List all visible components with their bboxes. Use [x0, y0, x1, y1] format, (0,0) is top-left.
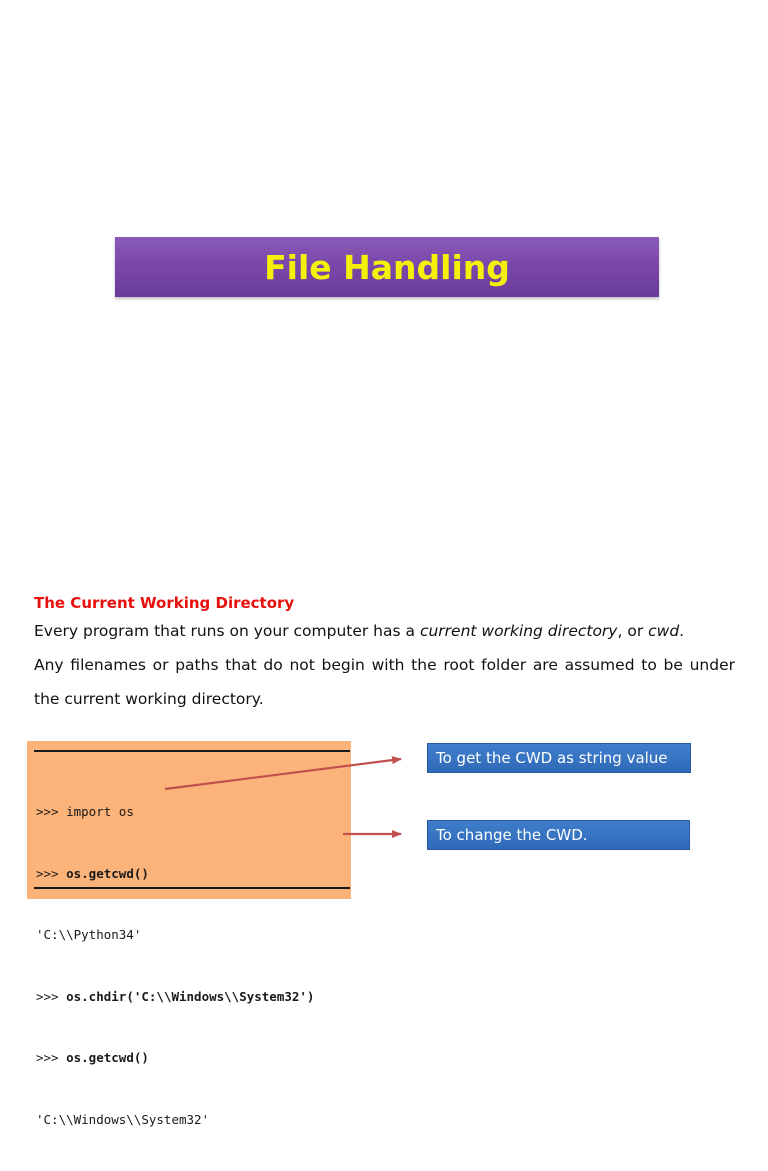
- code-output-line-6: 'C:\\Windows\\System32': [36, 1111, 210, 1127]
- code-line-4: [36, 987, 314, 1008]
- code-prompt: >>>: [36, 988, 67, 1004]
- code-line-5: [36, 1048, 314, 1069]
- code-command: os.getcwd(): [66, 1050, 149, 1065]
- code-bottom-rule: [34, 887, 350, 889]
- paragraph-cwd-definition: [34, 614, 735, 648]
- para1-text-before: Every program that runs on your computer has a: [34, 622, 420, 640]
- code-output-line-3: 'C:\\Python34': [36, 927, 142, 942]
- code-lines: [36, 761, 314, 1171]
- para2-line-2: the current working directory.: [34, 690, 264, 708]
- paragraph-relative-paths: [34, 648, 735, 716]
- code-line-2: [36, 864, 314, 885]
- code-prompt: >>>: [36, 804, 67, 819]
- code-prompt: >>>: [36, 865, 67, 881]
- slide-title: File Handling: [264, 247, 510, 287]
- code-command: os.getcwd(): [66, 865, 149, 881]
- code-line-1: [36, 802, 314, 823]
- code-command: os.chdir('C:\\Windows\\System32'): [66, 988, 315, 1004]
- title-banner: [115, 237, 659, 297]
- para1-emphasis-cwd-short: cwd: [648, 622, 680, 640]
- para1-text-after: .: [679, 622, 685, 640]
- code-example-box: [27, 741, 351, 1127]
- callout-get-cwd: To get the CWD as string value: [427, 743, 691, 773]
- callout-change-cwd: To change the CWD.: [427, 820, 690, 850]
- para1-text-middle: , or: [617, 622, 649, 640]
- code-top-rule: [34, 750, 350, 752]
- para1-emphasis-cwd-full: current working directory: [419, 622, 618, 640]
- para2-line-1: Any filenames or paths that do not begin with the root folder are assumed to be under: [34, 656, 735, 674]
- code-command: import os: [66, 804, 134, 819]
- section-heading: The Current Working Directory: [34, 594, 295, 612]
- code-prompt: >>>: [36, 1050, 67, 1065]
